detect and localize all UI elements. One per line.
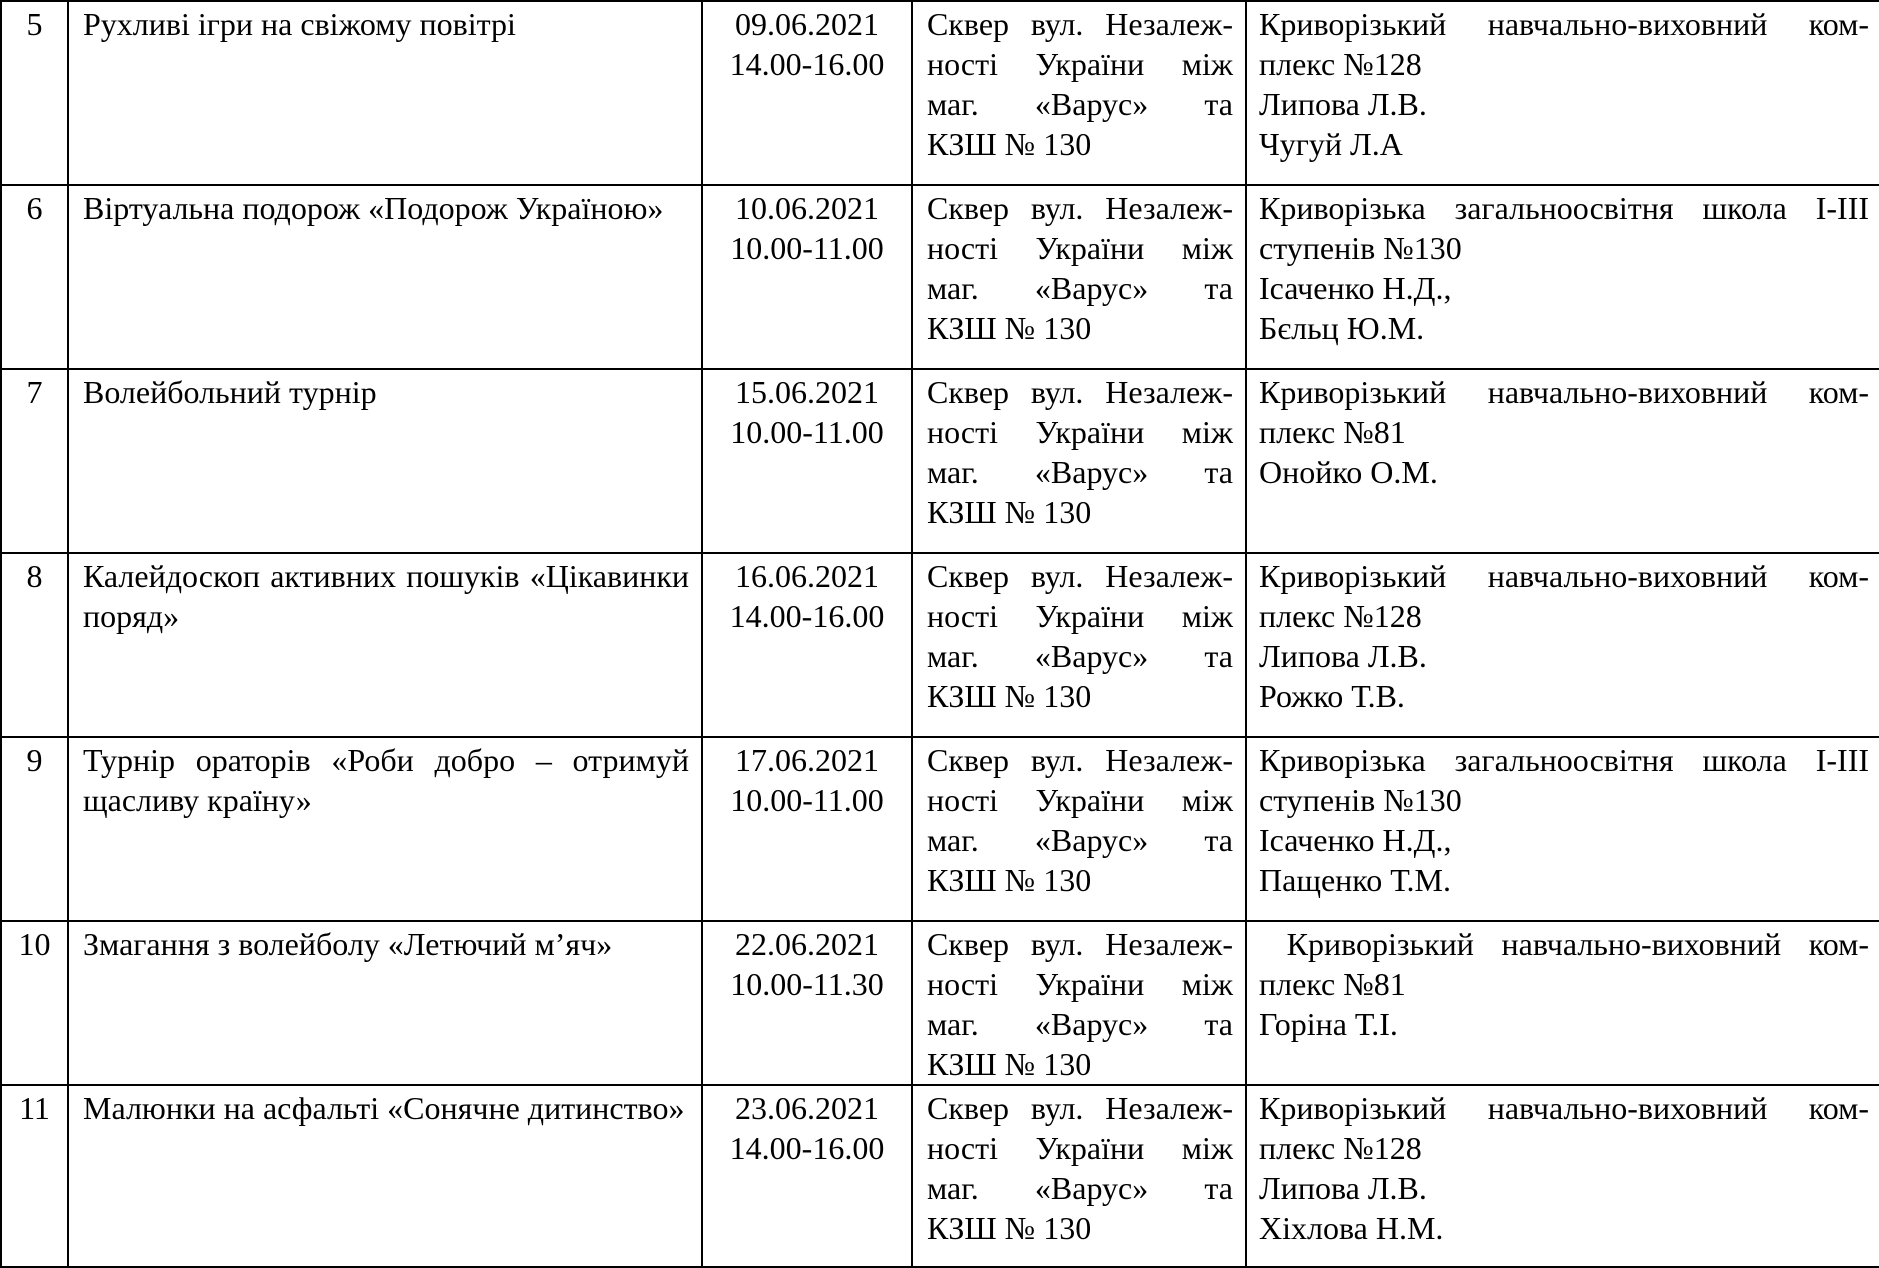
event-time: 10.00-11.30 [730,966,884,1002]
organizer-line: Пащенко Т.М. [1259,862,1451,898]
event-date: 10.06.2021 [735,190,879,226]
organizer-line: Бєльц Ю.М. [1259,310,1425,346]
event-organizer [1246,737,1879,921]
table-row [1,1085,1879,1267]
place-line: ності України між [927,1130,1233,1166]
event-time: 14.00-16.00 [729,1130,885,1166]
event-date: 16.06.2021 [735,558,879,594]
organizer-line: Онойко О.М. [1259,454,1438,490]
place-line: Сквер вул. Незалеж- [927,926,1233,962]
row-number: 5 [1,1,68,185]
event-organizer [1246,185,1879,369]
organizer-line: Липова Л.В. [1259,1170,1427,1206]
organizer-line: Липова Л.В. [1259,86,1427,122]
event-date: 22.06.2021 [735,926,879,962]
place-line: ності України між [927,782,1233,818]
row-number: 8 [1,553,68,737]
event-title: Віртуальна подорож «Подорож Україною» [68,185,702,369]
table-row [1,921,1879,1085]
place-line: ності України між [927,414,1233,450]
row-number: 6 [1,185,68,369]
event-place [912,553,1246,737]
place-line: КЗШ № 130 [927,1046,1092,1082]
place-line: КЗШ № 130 [927,1210,1092,1246]
place-line: КЗШ № 130 [927,678,1092,714]
organizer-line: Криворізький навчально-виховний ком- [1259,374,1869,410]
organizer-line: Криворізький навчально-виховний ком- [1259,6,1869,42]
event-date-cell [702,737,912,921]
place-line: маг. «Варус» та [927,822,1233,858]
event-time: 10.00-11.00 [730,230,884,266]
organizer-line: Ісаченко Н.Д., [1259,822,1452,858]
table-row [1,553,1879,737]
place-line: маг. «Варус» та [927,638,1233,674]
event-organizer [1246,921,1879,1085]
event-date: 23.06.2021 [735,1090,879,1126]
organizer-line: плекс №128 [1259,46,1422,82]
organizer-line: плекс №81 [1259,414,1406,450]
place-line: ності України між [927,46,1233,82]
table-row [1,185,1879,369]
organizer-line: Чугуй Л.А [1259,126,1403,162]
event-time: 10.00-11.00 [730,782,884,818]
row-number: 10 [1,921,68,1085]
place-line: маг. «Варус» та [927,86,1233,122]
event-date-cell [702,185,912,369]
row-number: 9 [1,737,68,921]
event-date-cell [702,1085,912,1267]
event-place [912,369,1246,553]
place-line: КЗШ № 130 [927,862,1092,898]
table-row [1,369,1879,553]
row-number: 7 [1,369,68,553]
row-number: 11 [1,1085,68,1267]
event-date-cell [702,369,912,553]
event-place [912,1,1246,185]
place-line: Сквер вул. Незалеж- [927,558,1233,594]
event-organizer [1246,553,1879,737]
event-date: 15.06.2021 [735,374,879,410]
event-time: 10.00-11.00 [730,414,884,450]
organizer-line: плекс №128 [1259,598,1422,634]
place-line: Сквер вул. Незалеж- [927,374,1233,410]
place-line: маг. «Варус» та [927,270,1233,306]
organizer-line: Криворізький навчально-виховний ком- [1259,926,1869,962]
organizer-line: Криворізька загальноосвітня школа І-ІІІ [1259,742,1869,778]
event-title: Турнір ораторів «Роби добро – отримуй щасливу країну» [68,737,702,921]
event-title: Змагання з волейболу «Летючий м’яч» [68,921,702,1085]
event-time: 14.00-16.00 [729,46,885,82]
organizer-line: Криворізький навчально-виховний ком- [1259,558,1869,594]
place-line: ності України між [927,598,1233,634]
event-date-cell [702,553,912,737]
event-place [912,185,1246,369]
place-line: КЗШ № 130 [927,126,1092,162]
organizer-line: плекс №128 [1259,1130,1422,1166]
event-place [912,921,1246,1085]
organizer-line: плекс №81 [1259,966,1406,1002]
event-organizer [1246,1,1879,185]
place-line: КЗШ № 130 [927,310,1092,346]
place-line: ності України між [927,966,1233,1002]
organizer-line: Хіхлова Н.М. [1259,1210,1444,1246]
event-date: 17.06.2021 [735,742,879,778]
table-row [1,737,1879,921]
organizer-line: Рожко Т.В. [1259,678,1405,714]
place-line: маг. «Варус» та [927,454,1233,490]
event-date-cell [702,921,912,1085]
organizer-line: Горіна Т.І. [1259,1006,1398,1042]
organizer-line: Ісаченко Н.Д., [1259,270,1452,306]
organizer-line: Липова Л.В. [1259,638,1427,674]
event-time: 14.00-16.00 [729,598,885,634]
place-line: маг. «Варус» та [927,1170,1233,1206]
event-title: Малюнки на асфальті «Сонячне дитинство» [68,1085,702,1267]
place-line: КЗШ № 130 [927,494,1092,530]
place-line: Сквер вул. Незалеж- [927,190,1233,226]
event-place [912,737,1246,921]
event-date-cell [702,1,912,185]
organizer-line: ступенів №130 [1259,230,1462,266]
event-place [912,1085,1246,1267]
event-date: 09.06.2021 [735,6,879,42]
place-line: маг. «Варус» та [927,1006,1233,1042]
event-title: Волейбольний турнір [68,369,702,553]
event-title: Калейдоскоп активних пошуків «Цікавинки поряд» [68,553,702,737]
organizer-line: Криворізька загальноосвітня школа І-ІІІ [1259,190,1869,226]
place-line: Сквер вул. Незалеж- [927,1090,1233,1126]
place-line: Сквер вул. Незалеж- [927,6,1233,42]
event-organizer [1246,369,1879,553]
table-row [1,1,1879,185]
place-line: ності України між [927,230,1233,266]
place-line: Сквер вул. Незалеж- [927,742,1233,778]
event-organizer [1246,1085,1879,1267]
event-title: Рухливі ігри на свіжому повітрі [68,1,702,185]
organizer-line: ступенів №130 [1259,782,1462,818]
organizer-line: Криворізький навчально-виховний ком- [1259,1090,1869,1126]
